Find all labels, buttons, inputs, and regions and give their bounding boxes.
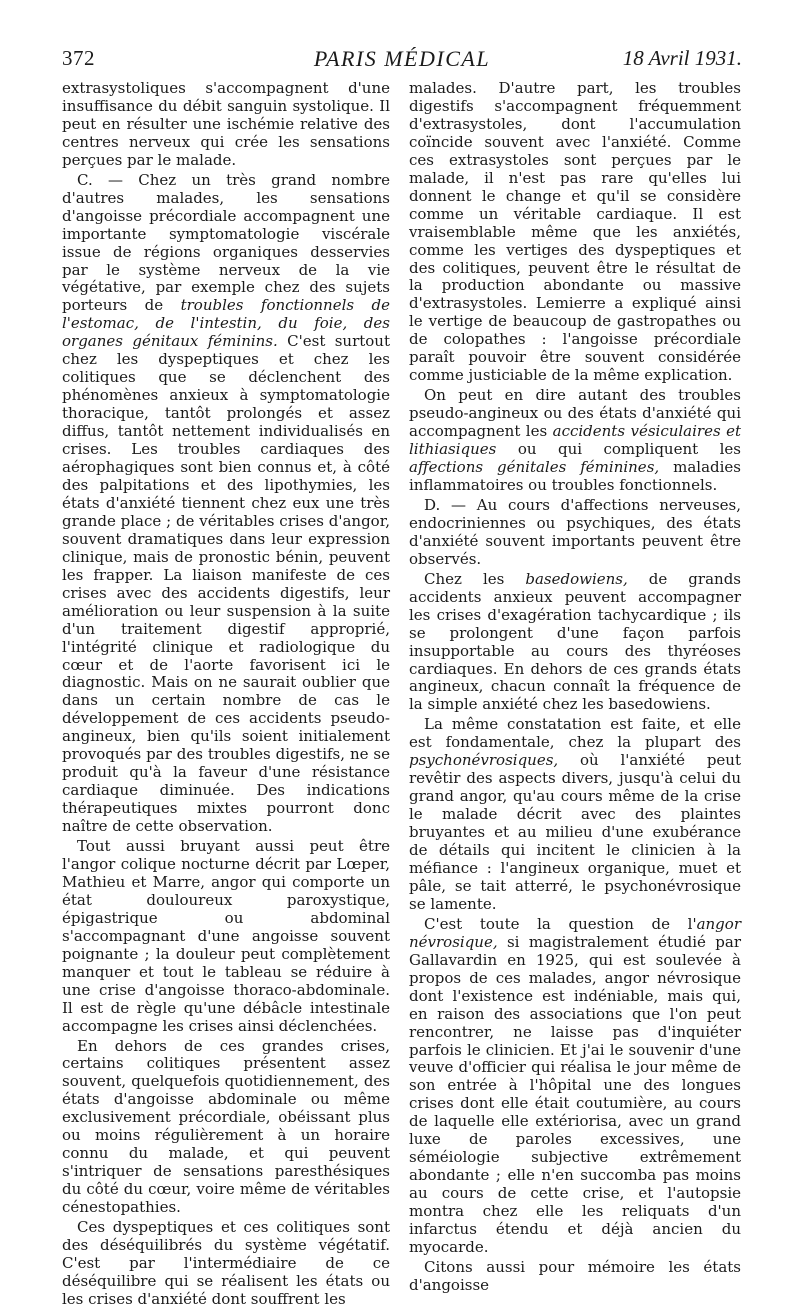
paragraph xyxy=(409,571,741,715)
right-column xyxy=(409,80,741,1295)
issue-date: 18 Avril 1931. xyxy=(622,46,742,70)
text-run: de grands accidents anxieux peuvent accompagner les crises d'exagération tachycardique ; ils se prolongent d'une façon parfois insupportable au cours des thyréoses cardiaques. En dehors de ces grands états angineux, chacun connaît la fréquence de la simple anxiété chez les basedowiens. xyxy=(409,569,741,714)
paragraph: Tout aussi bruyant aussi peut être l'angor colique nocturne décrit par Lœper, Mathieu et Marre, angor qui comporte un état douloureux paroxystique, épigastrique ou abdominal s'accompagnant d'une angoisse souvent poignante ; la douleur peut complètement manquer et tout le tableau se réduire à une crise d'angoisse thoraco-abdominale. Il est de règle qu'une débâcle intestinale accompagne les crises ainsi déclenchées. xyxy=(62,837,390,1035)
emphasis-text: psychonévrosiques, xyxy=(409,751,559,770)
paragraph: malades. D'autre part, les troubles digestifs s'accompagnent fréquemment d'extrasystoles, dont l'accumulation coïncide souvent avec l'anxiété. Comme ces extrasystoles sont perçues par le malade, il n'est pas rare qu'elles lui donnent le change et qu'il se considère comme un véritable cardiaque. Il est vraisemblable même que les anxiétés, comme les vertiges des dyspeptiques et des colitiques, peuvent être le résultat de la production abondante ou massive d'extrasystoles. Lemierre a expliqué ainsi le vertige de beaucoup de gastropathes ou de colopathes : l'angoisse précordiale paraît pouvoir être souvent considérée comme justiciable de la même explication. xyxy=(409,79,741,385)
text-run: C'est surtout chez les dyspeptiques et chez les colitiques que se déclenchent des phénomènes anxieux à symptomatologie thoracique, tantôt prolongés et assez diffus, tantôt nettement individualisés en crises. Les troubles cardiaques des aérophagiques sont bien connus et, à côté des palpitations et des lipothymies, les états d'anxiété tiennent chez eux une très grande place ; de véritables crises d'angor, souvent dramatiques dans leur expression clinique, mais de pronostic bénin, peuvent les frapper. La liaison manifeste de ces crises avec des accidents digestifs, leur amélioration ou leur suspension à la suite d'un traitement digestif approprié, l'intégrité clinique et radiologique du cœur et de l'aorte favorisent ici le diagnostic. Mais on ne saurait oublier que dans un certain nombre de cas le développement de ces accidents pseudo-angineux, bien qu'ils soient initialement provoqués par des troubles digestifs, ne se produit qu'à la faveur d'une résistance cardiaque diminuée. Des indications thérapeutiques mixtes pourront donc naître de cette observation. xyxy=(62,332,390,836)
text-run: C'est toute la question de l' xyxy=(424,914,697,933)
left-column xyxy=(62,80,390,1309)
text-run: Chez les xyxy=(424,569,526,588)
emphasis-text: angor névrosique, xyxy=(409,914,741,951)
paragraph xyxy=(409,716,741,913)
emphasis-text: affections génitales féminines, xyxy=(409,458,660,477)
paragraph xyxy=(62,172,390,836)
paragraph xyxy=(409,387,741,495)
paragraph: D. — Au cours d'affections nerveuses, endocriniennes ou psychiques, des états d'anxiété souvent importants peuvent être observés. xyxy=(409,495,741,568)
text-run: La même constatation est faite, et elle est fondamentale, chez la plupart des xyxy=(409,715,741,752)
page-number: 372 xyxy=(62,46,95,70)
text-run: C. — Chez un très grand nombre d'autres malades, les sensations d'angoisse précordiale accompagnent une importante symptomatologie viscérale issue de régions organiques desservies par le système nerveux de la vie végétative, par exemple chez des sujets porteurs de xyxy=(62,170,390,315)
text-run: où l'anxiété peut revêtir des aspects divers, jusqu'à celui du grand angor, qu'au cours même de la crise le malade décrit avec des plaintes bruyantes et au milieu d'une exubérance de détails qui incitent le clinicien à la méfiance : l'angineux organique, muet et pâle, se tait atterré, le psychonévrosique se lamente. xyxy=(409,751,741,913)
emphasis-text: troubles fonctionnels de l'estomac, de l'intestin, du foie, des organes génitaux féminins. xyxy=(62,296,390,351)
emphasis-text: basedowiens, xyxy=(525,569,628,588)
paragraph: extrasystoliques s'accompagnent d'une insuffisance du débit sanguin systolique. Il peut en résulter une ischémie relative des centres nerveux qui crée les sensations perçues par le malade. xyxy=(62,79,390,169)
text-run: ou qui compliquent les xyxy=(496,440,741,459)
text-run: On peut en dire autant des troubles pseudo-angineux ou des états d'anxiété qui accompagnent les xyxy=(409,386,741,441)
journal-title: PARIS MÉDICAL xyxy=(313,46,491,71)
paragraph: Citons aussi pour mémoire les états d'angoisse xyxy=(409,1257,741,1294)
page-header xyxy=(62,46,742,76)
text-run: maladies inflammatoires ou troubles fonctionnels. xyxy=(409,458,741,494)
text-run: si magistralement étudié par Gallavardin en 1925, qui est soulevée à propos de ces malades, angor névrosique dont l'existence est indéniable, mais qui, en raison des associations que l'on peut rencontrer, ne laisse pas d'inquiéter parfois le clinicien. Et j'ai le souvenir d'une veuve d'officier qui réalisa le jour même de son entrée à l'hôpital une des longues crises dont elle était coutumière, au cours de laquelle elle extériorisa, avec un grand luxe de paroles excessives, une séméiologie subjective extrêmement abondante ; elle n'en succomba pas moins au cours de cette crise, et l'autopsie montra chez elle les reliquats d'un infarctus étendu et déjà ancien du myocarde. xyxy=(409,932,741,1256)
emphasis-text: accidents vésiculaires et lithiasiques xyxy=(409,422,741,459)
paragraph: En dehors de ces grandes crises, certains colitiques présentent assez souvent, quelquefois quotidiennement, des états d'angoisse abdominale ou même exclusivement précordiale, obéissant plus ou moins régulièrement à un horaire connu du malade, et qui peuvent s'intriquer de sensations paresthésiques du côté du cœur, voire même de véritables cénestopathies. xyxy=(62,1036,390,1217)
paragraph xyxy=(409,916,741,1257)
paragraph: Ces dyspeptiques et ces colitiques sont des déséquilibrés du système végétatif. C'est par l'intermédiaire de ce déséquilibre qui se réalisent les états ou les crises d'anxiété dont souffrent les xyxy=(62,1218,390,1308)
